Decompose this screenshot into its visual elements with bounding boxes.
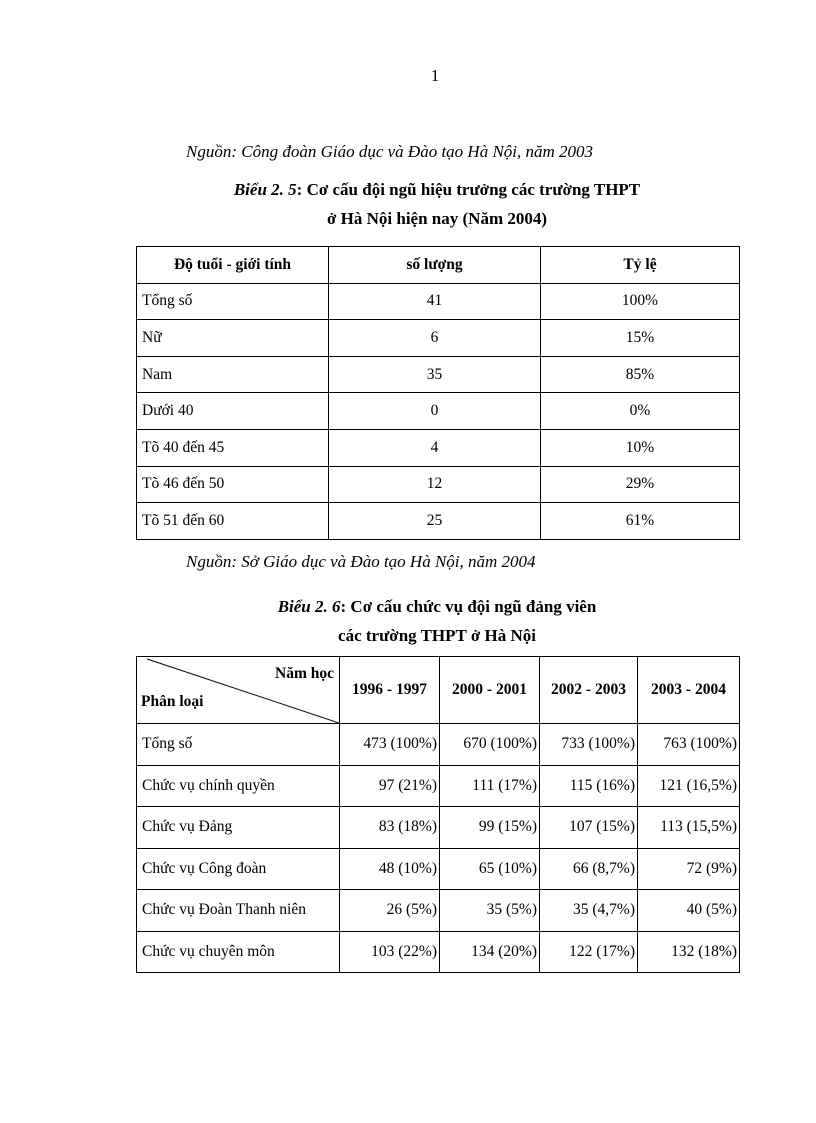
table-row bbox=[137, 765, 740, 807]
row-value: 26 (5%) bbox=[340, 890, 440, 932]
source-note-1: Nguồn: Công đoàn Giáo dục và Đào tạo Hà Nội, năm 2003 bbox=[186, 142, 594, 161]
table-row bbox=[137, 724, 740, 766]
row-label: Chức vụ chuyên môn bbox=[137, 931, 340, 973]
row-quantity: 25 bbox=[329, 503, 541, 540]
corner-label-school-year: Năm học bbox=[275, 665, 334, 682]
row-label: Tổng số bbox=[137, 724, 340, 766]
table-row bbox=[137, 466, 740, 503]
row-ratio: 10% bbox=[541, 429, 740, 466]
row-label: Chức vụ Đoàn Thanh niên bbox=[137, 890, 340, 932]
row-quantity: 0 bbox=[329, 393, 541, 430]
row-value: 72 (9%) bbox=[638, 848, 740, 890]
table-1-caption-line-2: ở Hà Nội hiện nay (Năm 2004) bbox=[326, 209, 548, 228]
table-row bbox=[137, 848, 740, 890]
table-row bbox=[137, 890, 740, 932]
corner-label-category: Phân loại bbox=[141, 693, 204, 710]
table-1-caption-title: : Cơ cấu đội ngũ hiệu trưởng các trường THPT bbox=[296, 180, 641, 199]
row-ratio: 29% bbox=[541, 466, 740, 503]
header-year: 2003 - 2004 bbox=[638, 657, 740, 724]
source-note-2: Nguồn: Sở Giáo dục và Đào tạo Hà Nội, năm 2004 bbox=[186, 552, 536, 571]
row-label: Tõ 40 đến 45 bbox=[137, 429, 329, 466]
row-label: Nữ bbox=[137, 320, 329, 357]
table-2-caption-label: Biểu 2. 6 bbox=[277, 597, 341, 616]
header-year: 2002 - 2003 bbox=[540, 657, 638, 724]
row-value: 763 (100%) bbox=[638, 724, 740, 766]
header-year: 2000 - 2001 bbox=[440, 657, 540, 724]
corner-header-cell bbox=[137, 657, 340, 724]
party-member-position-table bbox=[136, 656, 740, 973]
table-row bbox=[137, 356, 740, 393]
row-value: 670 (100%) bbox=[440, 724, 540, 766]
row-quantity: 4 bbox=[329, 429, 541, 466]
row-value: 48 (10%) bbox=[340, 848, 440, 890]
row-label: Tổng số bbox=[137, 283, 329, 320]
row-quantity: 35 bbox=[329, 356, 541, 393]
row-value: 733 (100%) bbox=[540, 724, 638, 766]
table-row bbox=[137, 807, 740, 849]
row-quantity: 41 bbox=[329, 283, 541, 320]
principal-structure-table bbox=[136, 246, 740, 540]
table-row bbox=[137, 503, 740, 540]
row-label: Tõ 51 đến 60 bbox=[137, 503, 329, 540]
table-1-caption-label: Biểu 2. 5 bbox=[233, 180, 297, 199]
header-year: 1996 - 1997 bbox=[340, 657, 440, 724]
row-value: 122 (17%) bbox=[540, 931, 638, 973]
row-label: Chức vụ Công đoàn bbox=[137, 848, 340, 890]
table-2-caption-line-2: các trường THPT ở Hà Nội bbox=[338, 626, 536, 645]
row-value: 115 (16%) bbox=[540, 765, 638, 807]
row-ratio: 100% bbox=[541, 283, 740, 320]
row-value: 35 (5%) bbox=[440, 890, 540, 932]
row-label: Dưới 40 bbox=[137, 393, 329, 430]
row-value: 113 (15,5%) bbox=[638, 807, 740, 849]
table-1-header-row bbox=[137, 247, 740, 284]
row-value: 103 (22%) bbox=[340, 931, 440, 973]
row-value: 132 (18%) bbox=[638, 931, 740, 973]
header-age-gender: Độ tuổi - giới tính bbox=[137, 247, 329, 284]
row-value: 40 (5%) bbox=[638, 890, 740, 932]
header-ratio: Tỷ lệ bbox=[541, 247, 740, 284]
table-2-caption-line-1 bbox=[136, 592, 738, 621]
table-2-caption-title: : Cơ cấu chức vụ đội ngũ đảng viên bbox=[340, 597, 597, 616]
row-ratio: 15% bbox=[541, 320, 740, 357]
table-2-header-row bbox=[137, 657, 740, 724]
header-quantity: số lượng bbox=[329, 247, 541, 284]
table-1-caption bbox=[136, 175, 738, 233]
table-1-caption-line-1 bbox=[136, 175, 738, 204]
table-row bbox=[137, 283, 740, 320]
row-value: 83 (18%) bbox=[340, 807, 440, 849]
table-row bbox=[137, 393, 740, 430]
row-value: 97 (21%) bbox=[340, 765, 440, 807]
row-label: Chức vụ chính quyền bbox=[137, 765, 340, 807]
row-value: 111 (17%) bbox=[440, 765, 540, 807]
row-value: 66 (8,7%) bbox=[540, 848, 638, 890]
row-value: 99 (15%) bbox=[440, 807, 540, 849]
row-ratio: 85% bbox=[541, 356, 740, 393]
row-value: 473 (100%) bbox=[340, 724, 440, 766]
table-row bbox=[137, 931, 740, 973]
row-value: 121 (16,5%) bbox=[638, 765, 740, 807]
table-2-caption bbox=[136, 592, 738, 650]
table-row bbox=[137, 320, 740, 357]
row-value: 107 (15%) bbox=[540, 807, 638, 849]
row-value: 134 (20%) bbox=[440, 931, 540, 973]
page-number: 1 bbox=[430, 66, 440, 85]
row-ratio: 0% bbox=[541, 393, 740, 430]
row-value: 65 (10%) bbox=[440, 848, 540, 890]
row-quantity: 12 bbox=[329, 466, 541, 503]
row-ratio: 61% bbox=[541, 503, 740, 540]
row-value: 35 (4,7%) bbox=[540, 890, 638, 932]
row-label: Chức vụ Đảng bbox=[137, 807, 340, 849]
row-label: Tõ 46 đến 50 bbox=[137, 466, 329, 503]
row-label: Nam bbox=[137, 356, 329, 393]
row-quantity: 6 bbox=[329, 320, 541, 357]
table-row bbox=[137, 429, 740, 466]
